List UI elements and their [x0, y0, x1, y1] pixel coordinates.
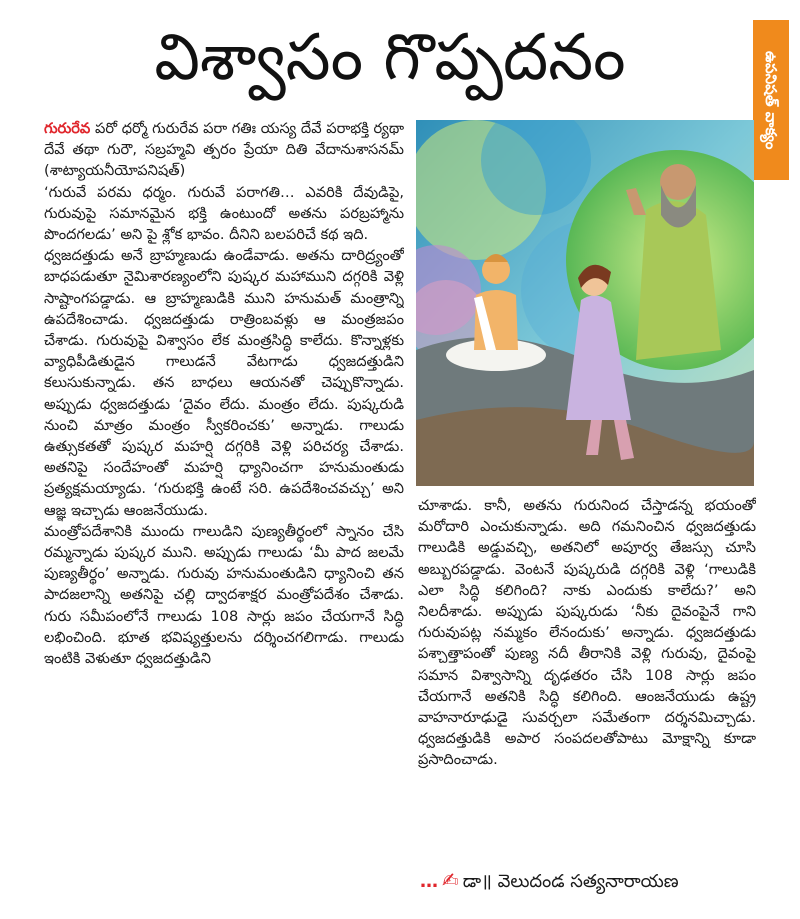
article-column-left — [44, 118, 404, 894]
byline — [420, 860, 756, 900]
section-tag: ఉపనిషత్‌ వాక్యం — [753, 20, 789, 180]
article-column-right — [418, 495, 756, 849]
headline: విశ్వాసం గొప్పదనం — [154, 21, 626, 95]
kicker: గురురేవ — [44, 120, 91, 137]
article-paragraph-3: ధ్వజదత్తుడు అనే బ్రాహ్మణుడు ఉండేవాడు. అతను దారిద్ర్యంతో బాధపడుతూ నైమిశారణ్యంలోని పుష్కర మహాముని దగ్గరికి వెళ్లి సాష్టాంగపడ్డాడు. ఆ బ్రాహ్మణుడికి ముని హనుమత్‌ మంత్రాన్ని ఉపదేశించాడు. ధ్వజదత్తుడు రాత్రింబవళ్లు ఆ మంత్రజపం చేశాడు. గురువుపై విశ్వాసం లేక మంత్రసిద్ధి కాలేదు. కొన్నాళ్లకు వ్యాధిపీడితుడైన గాలుడనే వేటగాడు ధ్వజదత్తుడిని కలుసుకున్నాడు. తన బాధలు ఆయనతో చెప్పుకొన్నాడు. అప్పుడు ధ్వజదత్తుడు ‘దైవం లేదు. మంత్రం లేదు. పుష్కరుడి నుంచి మాత్రం మంత్రం స్వీకరించకు’ అన్నాడు. గాలుడు ఉత్సుకతతో పుష్కర మహర్షి దగ్గరికి వెళ్లి పరిచర్య చేశాడు. అతనిపై సందేహంతో మహర్షి ధ్యానించగా హనుమంతుడు ప్రత్యక్షమయ్యాడు. ‘గురుభక్తి ఉంటే సరి. ఉపదేశించవచ్చు’ అని ఆజ్ఞ ఇచ్చాడు ఆంజనేయుడు. — [44, 247, 404, 519]
sage-head — [660, 164, 696, 200]
shloka-text: పరో ధర్మో గురురేవ పరా గతిః యస్య దేవే పరాభక్తి ర్యథా దేవే తథా గురౌ, సబ్రహ్మవి త్పరం ప్రేయా దితి వేదానుశాసనమ్‌ (శాట్యాయనీయోపనిషత్‌) — [44, 120, 404, 180]
article-paragraph-4: మంత్రోపదేశానికి ముందు గాలుడిని పుణ్యతీర్థంలో స్నానం చేసి రమ్మన్నాడు పుష్కర ముని. అప్పుడు గాలుడు ‘మీ పాద జలమే పుణ్యతీర్థం’ అన్నాడు. గురువు హనుమంతుడిని ధ్యానించి తన పాదజలాన్ని అతనిపై చల్లి ద్వాదశాక్షర మంత్రోపదేశం చేశాడు. గురు సమీపంలోనే గాలుడు 108 సార్లు జపం చేయగానే సిద్ధి లభించింది. భూత భవిష్యత్తులను దర్శించగలిగాడు. గాలుడు ఇంటికి వెళుతూ ధ్వజదత్తుడిని — [44, 522, 404, 668]
article-paragraph-2: ‘గురువే పరమ ధర్మం. గురువే పరాగతి… ఎవరికి దేవుడిపై, గురువుపై సమానమైన భక్తి ఉంటుందో అతను పరబ్రహ్మాను పొందగలడు’ అని పై శ్లోక భావం. దీనిని బలపరిచే కథ ఇది. — [44, 183, 404, 244]
article-paragraph-continued: చూశాడు. కానీ, అతను గురునింద చేస్తాడన్న భయంతో మరోదారి ఎంచుకున్నాడు. అది గమనించిన ధ్వజదత్తుడు గాలుడికి అడ్డువచ్చి, అతనిలో అపూర్వ తేజస్సు చూసి అబ్బురపడ్డాడు. వెంటనే పుష్కరుడి దగ్గరికి వెళ్లి ‘గాలుడికి ఎలా సిద్ధి కలిగింది? నాకు ఎందుకు కాలేదు?’ అని నిలదీశాడు. అప్పుడు పుష్కరుడు ‘నీకు దైవంపైనే గాని గురువుపట్ల నమ్మకం లేనందుకు’ అన్నాడు. ధ్వజదత్తుడు పశ్చాత్తాపంతో పుణ్య నదీ తీరానికి వెళ్లి గురువు, దైవంపై సమాన విశ్వాసాన్ని దృఢతరం చేసి 108 సార్లు జపం చేయగానే అతనికి సిద్ధి కలిగింది. ఆంజనేయుడు ఉష్ట్ర వాహనారూఢుడై సువర్చలా సమేతంగా దర్శనమిచ్చాడు. ధ్వజదత్తుడికి అపార సంపదలతోపాటు మోక్షాన్ని కూడా ప్రసాదించాడు. — [418, 497, 756, 769]
pen-icon: ✍ — [442, 868, 459, 892]
article-paragraph-1 — [44, 118, 404, 182]
byline-dots: … — [420, 871, 438, 892]
illustration-art — [416, 120, 754, 486]
author-name: డా॥ వెలుదండ సత్యనారాయణ — [462, 871, 679, 892]
story-illustration — [416, 120, 754, 486]
